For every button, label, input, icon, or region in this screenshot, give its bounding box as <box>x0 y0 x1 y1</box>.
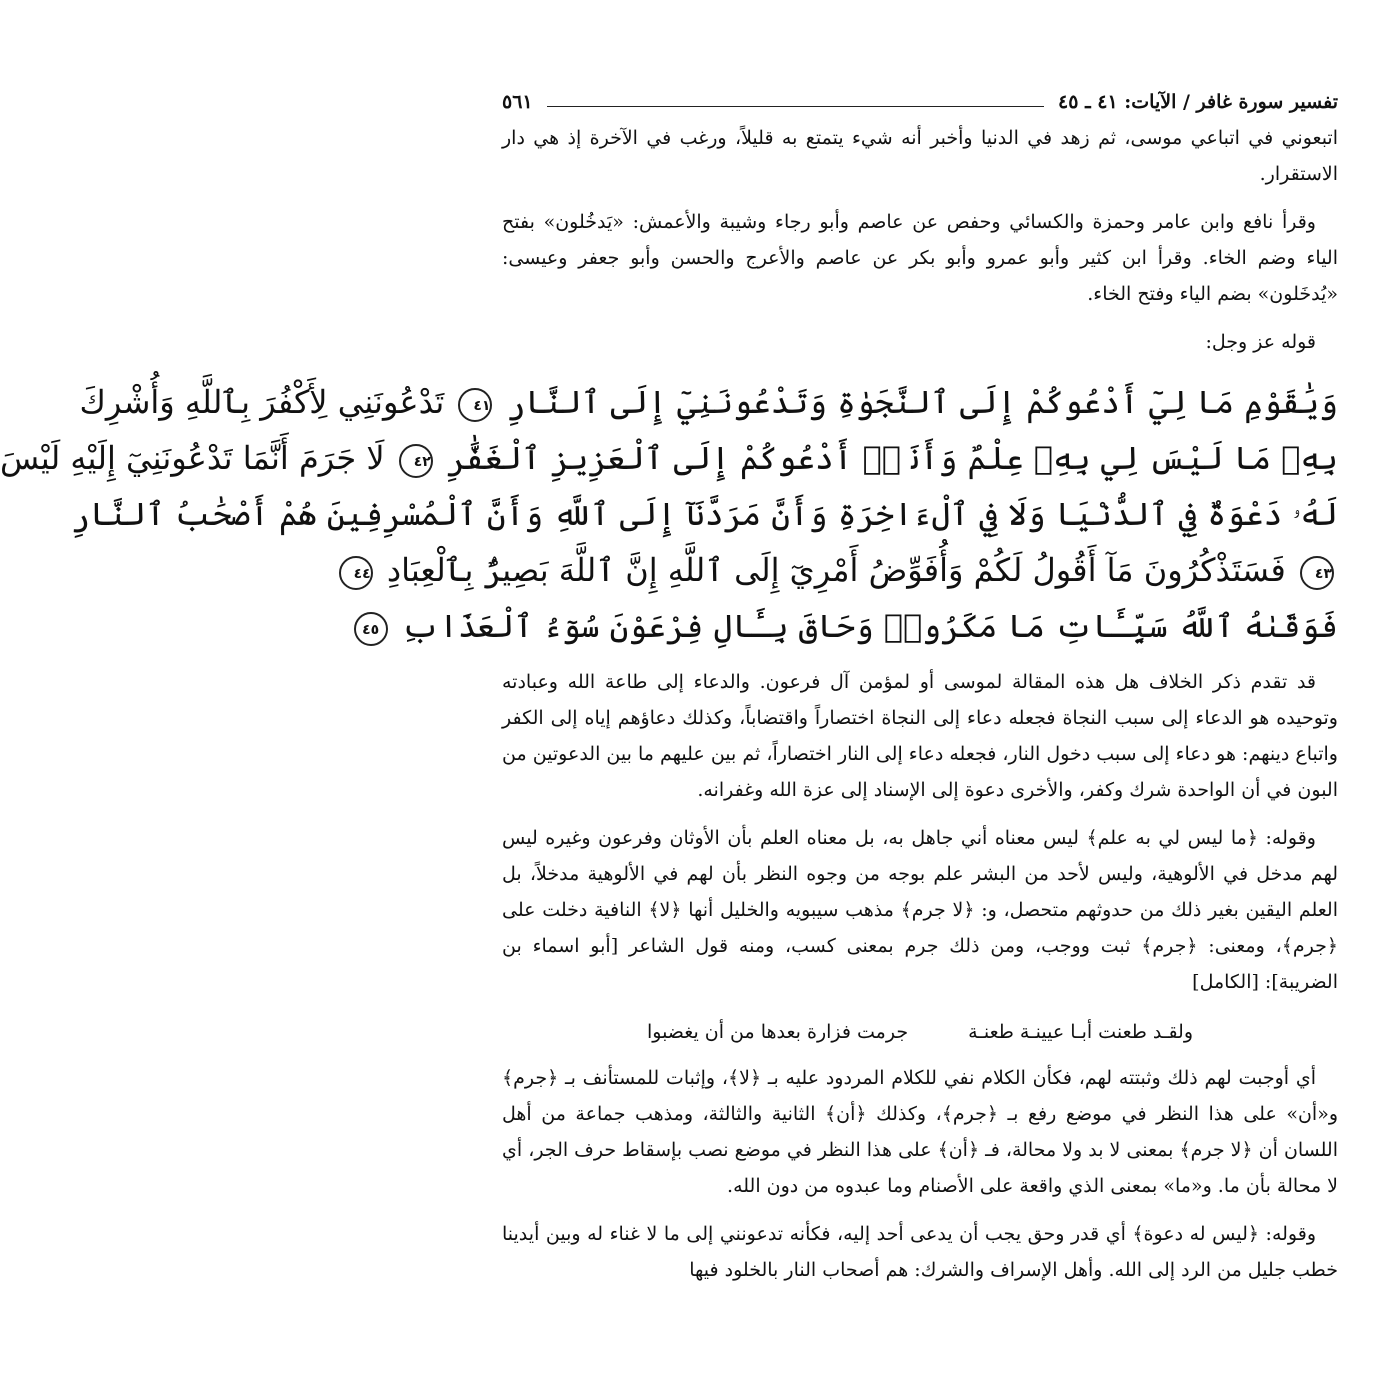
poetry-verse <box>502 1014 1338 1050</box>
paragraph-2: وقرأ نافع وابن عامر وحمزة والكسائي وحفص عن عاصم وأبو رجاء وشيبة والأعمش: «يَدخُلون» بفتح الياء وضم الخاء. وقرأ ابن كثير وأبو عمرو وأبو بكر عن عاصم والأعرج والحسن وأبو جعفر وعيسى: «يُدخَلون» بضم الياء وفتح الخاء. <box>502 211 1338 305</box>
running-header <box>502 84 1338 120</box>
quran-text: تَدْعُونَنِي لِأَكْفُرَ بِٱللَّهِ وَأُشْرِكَ <box>79 383 445 421</box>
paragraph-5: وقوله: ﴿ما ليس لي به علم﴾ ليس معناه أني جاهل به، بل معناه العلم بأن الأوثان وفرعون وغيره ليس لهم مدخل في الألوهية، وليس لأحد من البشر علم بوجه من وجوه النظر بأن لهم في الألوهية مدخلاً، بل العلم اليقين بغير ذلك من حدوثهم متحصل، و: ﴿لا جرم﴾ مذهب سيبويه والخليل أنها ﴿لا﴾ النافية دخلت على ﴿جرم﴾، ومعنى: ﴿جرم﴾ ثبت ووجب، ومن ذلك جرم بمعنى كسب، ومنه قول الشاعر [أبو اسماء بن الضريبة]: [الكامل] <box>502 827 1338 993</box>
quran-text: فَوَقَىٰهُ ٱللَّهُ سَيِّـَٔاتِ مَا مَكَرُوا۟ وَحَاقَ بِـَٔالِ فِرْعَوْنَ سُوٓءُ ٱلْعَذَابِ <box>401 607 1338 645</box>
ayah-number-41: ٤١ <box>458 388 492 422</box>
quran-text: فَسَتَذْكُرُونَ مَآ أَقُولُ لَكُمْ وَأُفَوِّضُ أَمْرِيٓ إِلَى ٱللَّهِ إِنَّ ٱللَّهَ بَصِيرٌۢ بِٱلْعِبَادِ <box>386 551 1286 589</box>
quran-text: لَهُۥ دَعْوَةٌ فِي ٱلدُّنْيَا وَلَا فِي ٱلْءَاخِرَةِ وَأَنَّ مَرَدَّنَآ إِلَى ٱللَّهِ وَأَنَّ ٱلْمُسْرِفِينَ هُمْ أَصْحَٰبُ ٱلنَّارِ <box>71 495 1338 533</box>
paragraph-1: اتبعوني في اتباعي موسى، ثم زهد في الدنيا وأخبر أنه شيء يتمتع به قليلاً، ورغب في الآخرة إذ هي دار الاستقرار. <box>502 127 1338 185</box>
quran-line-4 <box>353 542 1338 598</box>
quran-line-5 <box>362 598 1338 654</box>
header-rule <box>547 106 1044 107</box>
poetry-hemistich-1: ولقـد طعنت أبـا عيينـة طعنـة <box>968 1021 1194 1043</box>
ayah-number-45: ٤٥ <box>354 612 388 646</box>
quran-text: وَيَٰقَوْمِ مَا لِيٓ أَدْعُوكُمْ إِلَى ٱلنَّجَوٰةِ وَتَدْعُونَنِيٓ إِلَى ٱلنَّارِ <box>506 383 1338 421</box>
quran-verses <box>0 374 1338 654</box>
quran-line-3 <box>71 486 1338 542</box>
paragraph-3: قوله عز وجل: <box>1205 331 1316 353</box>
quran-line-1 <box>79 374 1338 430</box>
ayah-number-44: ٤٤ <box>339 556 373 590</box>
ayah-number-43: ٤٣ <box>1300 556 1334 590</box>
quran-line-2 <box>0 430 1338 486</box>
ayah-number-42: ٤٢ <box>399 444 433 478</box>
header-title: تفسير سورة غافر / الآيات: ٤١ ـ ٤٥ <box>1058 91 1338 113</box>
page-body <box>0 84 1338 1288</box>
paragraph-6: أي أوجبت لهم ذلك وثبتته لهم، فكأن الكلام نفي للكلام المردود عليه بـ ﴿لا﴾، وإثبات للمستأنف بـ ﴿جرم﴾ و«أن» على هذا النظر في موضع رفع بـ ﴿جرم﴾، وكذلك ﴿أن﴾ الثانية والثالثة، ومذهب جماعة من أهل اللسان أن ﴿لا جرم﴾ بمعنى لا بد ولا محالة، فـ ﴿أن﴾ على هذا النظر في موضع نصب بإسقاط حرف الجر، أي لا محالة بأن ما. و«ما» بمعنى الذي واقعة على الأصنام وما عبدوه من دون الله. <box>502 1067 1338 1197</box>
quran-text: لَا جَرَمَ أَنَّمَا تَدْعُونَنِيٓ إِلَيْهِ لَيْسَ <box>0 439 385 477</box>
page-number: ٥٦١ <box>502 91 533 113</box>
quran-text: بِهِۦ مَا لَيْسَ لِي بِهِۦ عِلْمٌ وَأَنَا۠ أَدْعُوكُمْ إِلَى ٱلْعَزِيزِ ٱلْغَفَّٰرِ <box>446 439 1338 477</box>
poetry-hemistich-2: جرمت فزارة بعدها من أن يغضبوا <box>646 1021 909 1043</box>
paragraph-7: وقوله: ﴿ليس له دعوة﴾ أي قدر وحق يجب أن يدعى أحد إليه، فكأنه تدعونني إلى ما لا غناء له وبين أيدينا خطب جليل من الرد إلى الله. وأهل الإسراف والشرك: هم أصحاب النار بالخلود فيها <box>502 1223 1338 1281</box>
paragraph-4: قد تقدم ذكر الخلاف هل هذه المقالة لموسى أو لمؤمن آل فرعون. والدعاء إلى طاعة الله وعبادته وتوحيده هو الدعاء إلى سبب النجاة فجعله دعاء إلى النجاة اختصاراً واقتضاباً، وكذلك دعاؤهم إياه إلى الكفر واتباع دينهم: هو دعاء إلى سبب دخول النار، فجعله دعاء إلى النار اختصاراً، ثم بين عليهم ما بين الدعوتين من البون في أن الواحدة شرك وكفر، والأخرى دعوة إلى الإسناد إلى عزة الله وغفرانه. <box>502 671 1338 801</box>
